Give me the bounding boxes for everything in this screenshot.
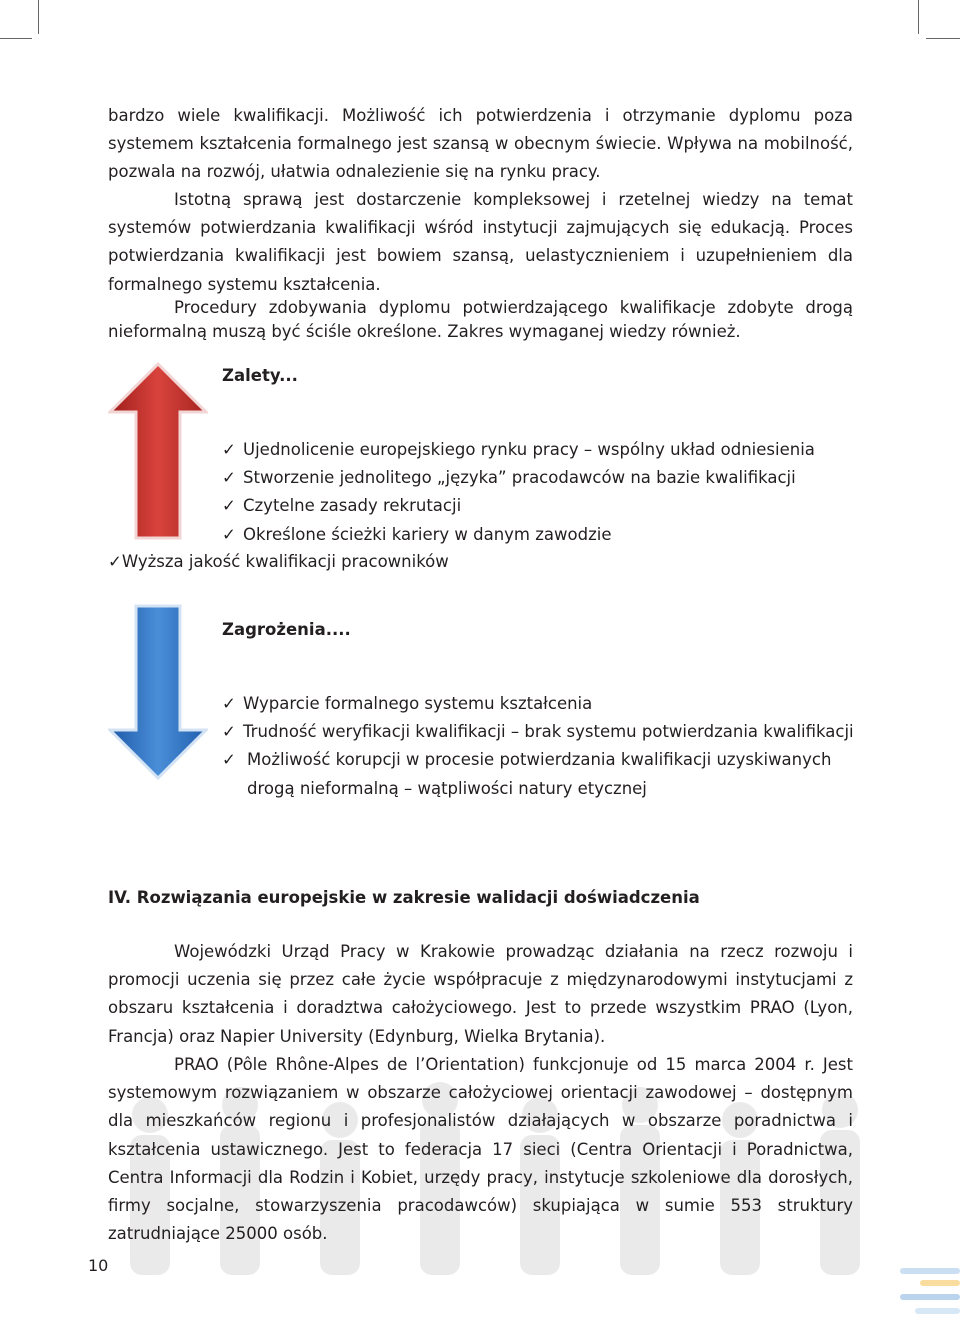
check-icon: ✓ xyxy=(222,496,236,516)
decorative-swoosh xyxy=(920,1280,960,1286)
intro-paragraph-1: bardzo wiele kwalifikacji. Możliwość ich potwierdzenia i otrzymanie dyplomu poza systemem kształcenia formalnego jest szansą w obecnym świecie. Wpływa na mobilność, pozwala na rozwój, ułatwia odnalezienie się na rynku pracy. xyxy=(108,106,853,182)
crop-mark xyxy=(926,38,960,39)
decorative-swoosh xyxy=(915,1308,960,1314)
check-icon: ✓ xyxy=(222,750,236,770)
check-icon: ✓ xyxy=(222,694,236,713)
decorative-swoosh xyxy=(900,1268,960,1274)
advantages-title: Zalety... xyxy=(222,366,298,385)
list-item: ✓ Czytelne zasady rekrutacji xyxy=(222,492,815,520)
list-item: ✓Wyższa jakość kwalifikacji pracowników xyxy=(108,552,449,571)
decorative-swoosh xyxy=(900,1294,960,1300)
check-icon: ✓ xyxy=(108,552,122,571)
intro-paragraph-3: Procedury zdobywania dyplomu potwierdzającego kwalifikacje zdobyte drogą nieformalną muszą być ściśle określone. Zakres wymaganej wiedzy również. xyxy=(108,298,853,341)
check-icon: ✓ xyxy=(222,524,236,544)
section-title: IV. Rozwiązania europejskie w zakresie walidacji doświadczenia xyxy=(108,888,700,907)
intro-paragraph-2: Istotną sprawą jest dostarczenie kompleksowej i rzetelnej wiedzy na temat systemów potwierdzania kwalifikacji wśród instytucji zajmujących się edukacją. Proces potwierdzania kwalifikacji jest bowiem szansą, uelastycznieniem i uzupełnieniem dla formalnego systemu kształcenia. xyxy=(108,190,853,294)
section-paragraph-2: PRAO (Pôle Rhône-Alpes de l’Orientation) funkcjonuje od 15 marca 2004 r. Jest systemowym rozwiązaniem w obszarze całożyciowej orientacji zawodowej – dostępnym dla mieszkańców regionu i profesjonalistów działających w obszarze poradnictwa i kształcenia ustawicznego. Jest to federacja 17 sieci (Centra Orientacji i Poradnictwa, Centra Informacji dla Rodzin i Kobiet, urzędy pracy, instytucje szkoleniowe dla dorosłych, firmy socjalne, stowarzyszenia pracodawców) skupiająca w sumie 553 struktury zatrudniające 25000 osób. xyxy=(108,1055,853,1244)
advantages-list xyxy=(222,436,815,549)
arrow-down-icon xyxy=(108,604,208,780)
list-item: ✓ Możliwość korupcji w procesie potwierdzania kwalifikacji uzyskiwanych drogą nieformalną – wątpliwości natury etycznej xyxy=(222,746,854,802)
threats-title: Zagrożenia.... xyxy=(222,620,351,639)
list-item: ✓ Trudność weryfikacji kwalifikacji – brak systemu potwierdzania kwalifikacji xyxy=(222,718,854,746)
threats-list xyxy=(222,690,854,803)
list-item: ✓ Określone ścieżki kariery w danym zawodzie xyxy=(222,521,815,549)
crop-mark xyxy=(918,0,919,34)
list-item: ✓ Wyparcie formalnego systemu kształcenia xyxy=(222,690,854,718)
list-item: ✓ Stworzenie jednolitego „języka” pracodawców na bazie kwalifikacji xyxy=(222,464,815,492)
check-icon: ✓ xyxy=(222,468,236,488)
crop-mark xyxy=(0,38,32,39)
crop-mark xyxy=(38,0,39,34)
page-number: 10 xyxy=(88,1256,109,1275)
section-paragraph-1: Wojewódzki Urząd Pracy w Krakowie prowadząc działania na rzecz rozwoju i promocji uczenia się przez całe życie współpracuje z międzynarodowymi instytucjami z obszaru kształcenia i doradztwa całożyciowego. Jest to przede wszystkim PRAO (Lyon, Francja) oraz Napier University (Edynburg, Wielka Brytania). xyxy=(108,942,853,1046)
check-icon: ✓ xyxy=(222,722,236,742)
list-item: ✓ Ujednolicenie europejskiego rynku pracy – wspólny układ odniesienia xyxy=(222,436,815,464)
check-icon: ✓ xyxy=(222,440,236,459)
arrow-up-icon xyxy=(108,362,208,540)
